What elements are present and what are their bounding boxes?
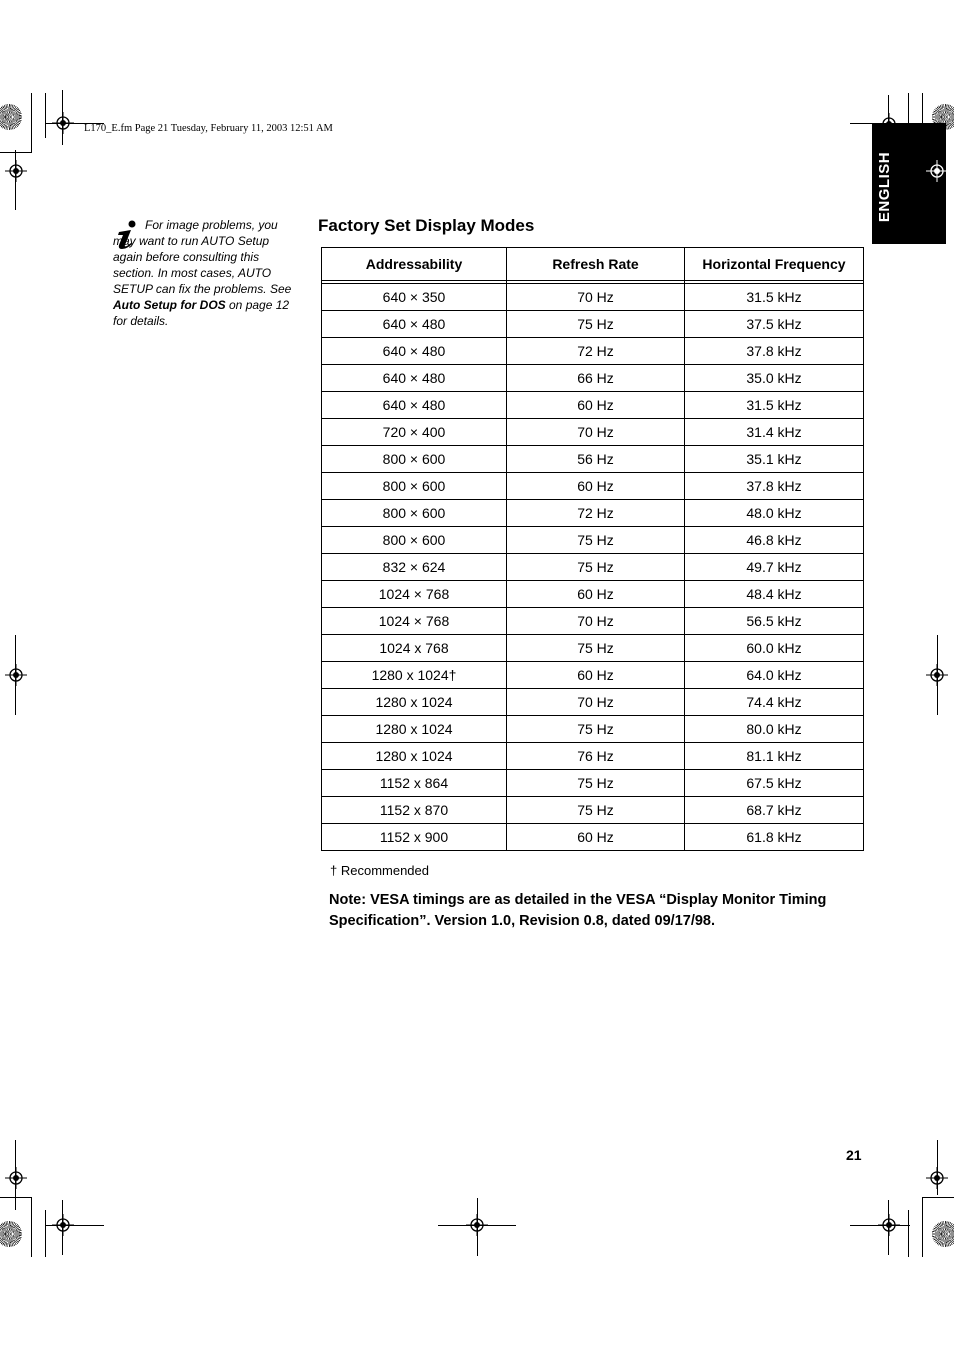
- registration-mark-icon: [926, 664, 948, 686]
- side-note-reference: Auto Setup for DOS: [113, 298, 226, 312]
- display-modes-table: [321, 247, 864, 851]
- table-row: [322, 743, 864, 770]
- cell-addressability: 640 × 480: [322, 311, 507, 338]
- cell-horizontal-frequency: 37.5 kHz: [685, 311, 864, 338]
- cell-addressability: 800 × 600: [322, 446, 507, 473]
- cell-addressability: 1280 x 1024†: [322, 662, 507, 689]
- crop-mark: [922, 1197, 954, 1198]
- table-row: [322, 392, 864, 419]
- table-row: [322, 419, 864, 446]
- table-row: [322, 716, 864, 743]
- cell-horizontal-frequency: 31.5 kHz: [685, 392, 864, 419]
- cell-addressability: 1024 × 768: [322, 608, 507, 635]
- cell-horizontal-frequency: 64.0 kHz: [685, 662, 864, 689]
- registration-mark-icon: [5, 160, 27, 182]
- table-row: [322, 770, 864, 797]
- cell-horizontal-frequency: 48.4 kHz: [685, 581, 864, 608]
- registration-mark-icon: [5, 664, 27, 686]
- side-note: [113, 217, 299, 329]
- side-note-text: on page 12 for details.: [113, 298, 290, 328]
- crop-mark: [31, 1197, 32, 1257]
- cell-addressability: 640 × 480: [322, 392, 507, 419]
- cell-addressability: 1152 x 900: [322, 824, 507, 851]
- cell-refresh-rate: 76 Hz: [507, 743, 685, 770]
- cell-refresh-rate: 66 Hz: [507, 365, 685, 392]
- cell-addressability: 1280 x 1024: [322, 689, 507, 716]
- cell-refresh-rate: 60 Hz: [507, 662, 685, 689]
- column-header-refresh-rate: Refresh Rate: [507, 248, 685, 281]
- table-row: [322, 581, 864, 608]
- crop-mark: [45, 93, 46, 138]
- cell-refresh-rate: 60 Hz: [507, 824, 685, 851]
- cell-addressability: 800 × 600: [322, 473, 507, 500]
- column-header-horizontal-frequency: Horizontal Frequency: [685, 248, 864, 281]
- cell-horizontal-frequency: 37.8 kHz: [685, 338, 864, 365]
- table-row: [322, 662, 864, 689]
- registration-rosette-icon: [0, 1221, 22, 1247]
- cell-horizontal-frequency: 48.0 kHz: [685, 500, 864, 527]
- cell-refresh-rate: 75 Hz: [507, 527, 685, 554]
- registration-rosette-icon: [932, 1221, 954, 1247]
- cell-horizontal-frequency: 80.0 kHz: [685, 716, 864, 743]
- cell-horizontal-frequency: 46.8 kHz: [685, 527, 864, 554]
- cell-addressability: 640 × 480: [322, 338, 507, 365]
- cell-horizontal-frequency: 67.5 kHz: [685, 770, 864, 797]
- cell-refresh-rate: 56 Hz: [507, 446, 685, 473]
- cell-horizontal-frequency: 61.8 kHz: [685, 824, 864, 851]
- footnote: † Recommended: [330, 863, 429, 878]
- cell-horizontal-frequency: 35.1 kHz: [685, 446, 864, 473]
- cell-horizontal-frequency: 49.7 kHz: [685, 554, 864, 581]
- table-row: [322, 500, 864, 527]
- cell-refresh-rate: 70 Hz: [507, 284, 685, 311]
- cell-refresh-rate: 60 Hz: [507, 473, 685, 500]
- registration-mark-icon: [52, 112, 74, 134]
- cell-addressability: 1280 x 1024: [322, 743, 507, 770]
- cell-horizontal-frequency: 56.5 kHz: [685, 608, 864, 635]
- cell-horizontal-frequency: 35.0 kHz: [685, 365, 864, 392]
- language-tab: [872, 123, 946, 244]
- crop-mark: [908, 1210, 909, 1257]
- table-row: [322, 365, 864, 392]
- cell-refresh-rate: 60 Hz: [507, 581, 685, 608]
- crop-mark: [31, 93, 32, 153]
- table-row: [322, 446, 864, 473]
- registration-mark-icon: [52, 1214, 74, 1236]
- table-body: [322, 284, 864, 851]
- table-row: [322, 338, 864, 365]
- table-row: [322, 527, 864, 554]
- crop-mark: [45, 1210, 46, 1257]
- cell-horizontal-frequency: 31.5 kHz: [685, 284, 864, 311]
- cell-refresh-rate: 75 Hz: [507, 311, 685, 338]
- cell-horizontal-frequency: 68.7 kHz: [685, 797, 864, 824]
- crop-mark: [15, 150, 16, 210]
- cell-addressability: 800 × 600: [322, 500, 507, 527]
- cell-refresh-rate: 75 Hz: [507, 635, 685, 662]
- crop-mark: [0, 1197, 32, 1198]
- registration-mark-icon: [926, 1167, 948, 1189]
- cell-horizontal-frequency: 31.4 kHz: [685, 419, 864, 446]
- registration-mark-icon: [878, 1214, 900, 1236]
- table-row: [322, 608, 864, 635]
- column-header-addressability: Addressability: [322, 248, 507, 281]
- cell-refresh-rate: 75 Hz: [507, 770, 685, 797]
- table-row: [322, 797, 864, 824]
- cell-refresh-rate: 60 Hz: [507, 392, 685, 419]
- crop-mark: [62, 90, 63, 145]
- registration-mark-icon: [926, 160, 948, 182]
- side-note-text: For image problems, you may want to run AUTO Setup again before consulting this section. In most cases, AUTO SETUP can fix the problems. See: [113, 218, 292, 296]
- table-row: [322, 824, 864, 851]
- vesa-note: Note: VESA timings are as detailed in the VESA “Display Monitor Timing Specification”. Version 1.0, Revision 0.8, dated 09/17/98.: [329, 892, 827, 929]
- cell-refresh-rate: 70 Hz: [507, 689, 685, 716]
- cell-addressability: 1024 x 768: [322, 635, 507, 662]
- table-row: [322, 689, 864, 716]
- cell-addressability: 1024 × 768: [322, 581, 507, 608]
- cell-refresh-rate: 75 Hz: [507, 716, 685, 743]
- registration-mark-icon: [5, 1167, 27, 1189]
- language-tab-label: ENGLISH: [876, 151, 893, 223]
- cell-addressability: 1280 x 1024: [322, 716, 507, 743]
- cell-refresh-rate: 75 Hz: [507, 554, 685, 581]
- cell-refresh-rate: 70 Hz: [507, 419, 685, 446]
- cell-refresh-rate: 72 Hz: [507, 500, 685, 527]
- crop-mark: [922, 1197, 923, 1257]
- registration-mark-icon: [466, 1214, 488, 1236]
- crop-mark: [0, 152, 32, 153]
- cell-addressability: 832 × 624: [322, 554, 507, 581]
- table-row: [322, 554, 864, 581]
- cell-addressability: 720 × 400: [322, 419, 507, 446]
- table-row: [322, 284, 864, 311]
- cell-addressability: 640 × 480: [322, 365, 507, 392]
- table-row: [322, 635, 864, 662]
- cell-horizontal-frequency: 37.8 kHz: [685, 473, 864, 500]
- cell-addressability: 1152 x 870: [322, 797, 507, 824]
- cell-addressability: 1152 x 864: [322, 770, 507, 797]
- cell-refresh-rate: 70 Hz: [507, 608, 685, 635]
- cell-refresh-rate: 75 Hz: [507, 797, 685, 824]
- cell-refresh-rate: 72 Hz: [507, 338, 685, 365]
- registration-rosette-icon: [0, 104, 22, 130]
- cell-horizontal-frequency: 81.1 kHz: [685, 743, 864, 770]
- cell-addressability: 800 × 600: [322, 527, 507, 554]
- crop-mark: [62, 1200, 63, 1255]
- page-number: 21: [846, 1147, 862, 1163]
- cell-horizontal-frequency: 60.0 kHz: [685, 635, 864, 662]
- cell-addressability: 640 × 350: [322, 284, 507, 311]
- file-header: L170_E.fm Page 21 Tuesday, February 11, 2003 12:51 AM: [84, 123, 333, 134]
- table-header-row: [322, 248, 864, 281]
- table-row: [322, 311, 864, 338]
- cell-horizontal-frequency: 74.4 kHz: [685, 689, 864, 716]
- table-row: [322, 473, 864, 500]
- section-title: Factory Set Display Modes: [318, 216, 535, 235]
